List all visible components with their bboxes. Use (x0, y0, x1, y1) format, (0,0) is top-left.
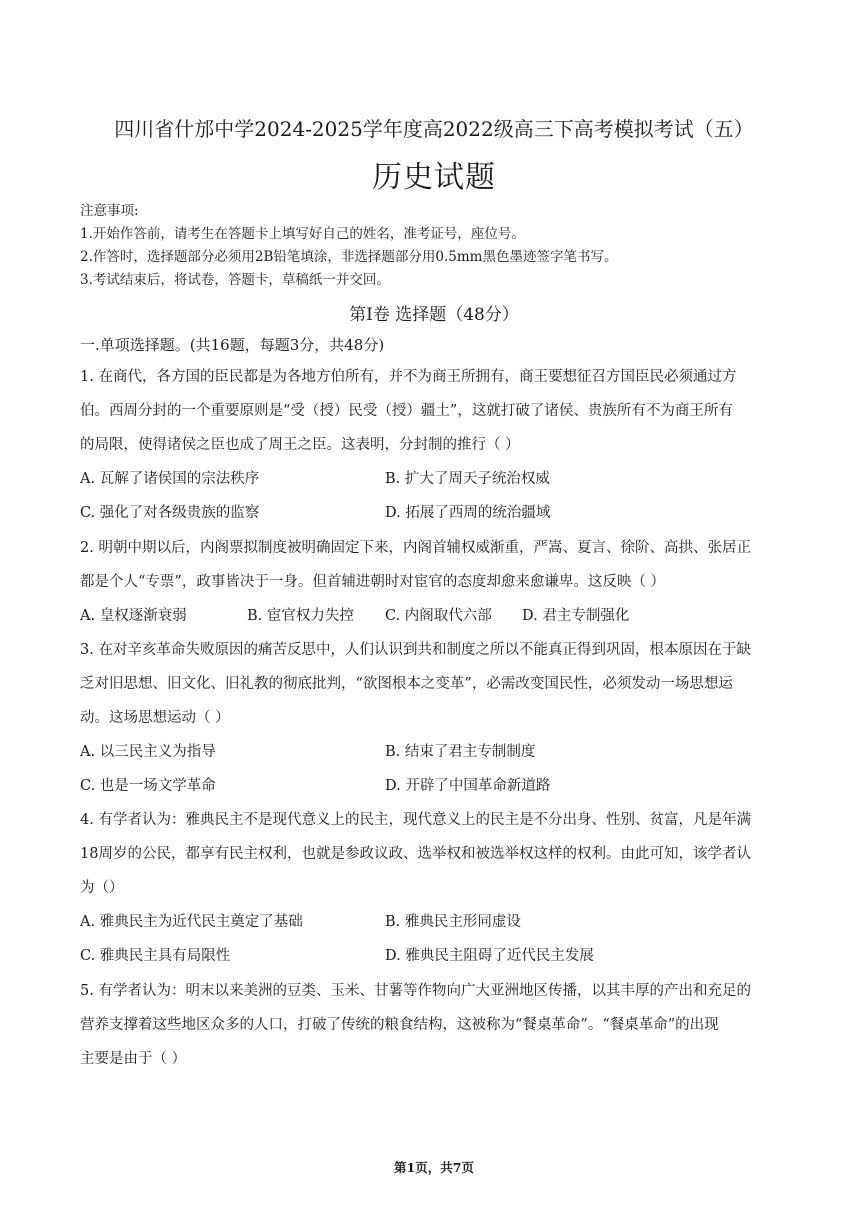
question-1-line: 的局限，使得诸侯之臣也成了周王之臣。这表明，分封制的推行（ ） (80, 437, 520, 453)
question-2-option-a: A. 皇权逐渐衰弱 (80, 608, 187, 624)
question-4-line: 4. 有学者认为：雅典民主不是现代意义上的民主，现代意义上的民主是不分出身、性别、贫富，凡是年满 (80, 812, 751, 828)
question-4-option-c: C. 雅典民主具有局限性 (80, 948, 231, 964)
question-3-option-c: C. 也是一场文学革命 (80, 778, 216, 794)
question-5-line: 营养支撑着这些地区众多的人口，打破了传统的粮食结构，这被称为“餐桌革命”。“餐桌革命”的出现 (80, 1017, 719, 1033)
question-3-line: 动。这场思想运动（ ） (80, 710, 230, 726)
notes-heading: 注意事项: (80, 203, 139, 219)
subject-title: 历史试题 (372, 160, 496, 195)
question-1-line: 1. 在商代，各方国的臣民都是为各地方伯所有，并不为商王所拥有，商王要想征召方国臣民必须通过方 (80, 369, 737, 385)
section-title: 第I卷 选择题（48分） (349, 305, 519, 325)
note-item: 2.作答时，选择题部分必须用2B铅笔填涂，非选择题部分用0.5mm黑色墨迹签字笔书写。 (80, 249, 618, 265)
question-3-option-d: D. 开辟了中国革命新道路 (385, 778, 551, 794)
question-2-option-c: C. 内阁取代六部 (385, 608, 492, 624)
question-2-option-b: B. 宦官权力失控 (247, 608, 354, 624)
note-item: 3.考试结束后，将试卷，答题卡，草稿纸一并交回。 (80, 272, 390, 288)
question-3-line: 3. 在对辛亥革命失败原因的痛苦反思中，人们认识到共和制度之所以不能真正得到巩固，根本原因在于缺 (80, 642, 751, 658)
question-5-line: 主要是由于（ ） (80, 1051, 187, 1067)
question-2-option-d: D. 君主专制强化 (522, 608, 630, 624)
question-5-line: 5. 有学者认为：明末以来美洲的豆类、玉米、甘薯等作物向广大亚洲地区传播，以其丰厚的产出和充足的 (80, 983, 751, 999)
question-2-line: 2. 明朝中期以后，内阁票拟制度被明确固定下来，内阁首辅权威渐重，严嵩、夏言、徐阶、高拱、张居正 (80, 540, 751, 556)
note-item: 1.开始作答前，请考生在答题卡上填写好自己的姓名，准考证号，座位号。 (80, 226, 525, 242)
question-3-line: 乏对旧思想、旧文化、旧礼教的彻底批判，“欲图根本之变革”，必需改变国民性，必须发动一场思想运 (80, 676, 733, 692)
question-4-option-d: D. 雅典民主阻碍了近代民主发展 (385, 948, 594, 964)
question-1-line: 伯。西周分封的一个重要原则是“受（授）民受（授）疆土”，这就打破了诸侯、贵族所有不为商王所有 (80, 403, 733, 419)
question-3-option-b: B. 结束了君主专制制度 (385, 744, 536, 760)
exam-title: 四川省什邡中学2024-2025学年度高2022级高三下高考模拟考试（五） (114, 117, 754, 141)
question-1-option-a: A. 瓦解了诸侯国的宗法秩序 (80, 471, 260, 487)
question-4-line: 18周岁的公民，都享有民主权利，也就是参政议政、选举权和被选举权这样的权利。由此可知，该学者认 (80, 846, 751, 862)
question-1-option-d: D. 拓展了西周的统治疆域 (385, 505, 551, 521)
question-4-option-b: B. 雅典民主形同虚设 (385, 914, 521, 930)
question-1-option-b: B. 扩大了周天子统治权威 (385, 471, 550, 487)
question-4-line: 为（） (80, 880, 124, 896)
page-footer: 第1页，共7页 (394, 1160, 474, 1175)
part-title: 一.单项选择题。(共16题，每题3分，共48分) (80, 336, 385, 354)
question-1-option-c: C. 强化了对各级贵族的监察 (80, 505, 260, 521)
question-2-line: 都是个人“专票”，政事皆决于一身。但首辅进朝时对宦官的态度却愈来愈谦卑。这反映（ ） (80, 574, 665, 590)
question-3-option-a: A. 以三民主义为指导 (80, 744, 216, 760)
question-4-option-a: A. 雅典民主为近代民主奠定了基础 (80, 914, 303, 930)
